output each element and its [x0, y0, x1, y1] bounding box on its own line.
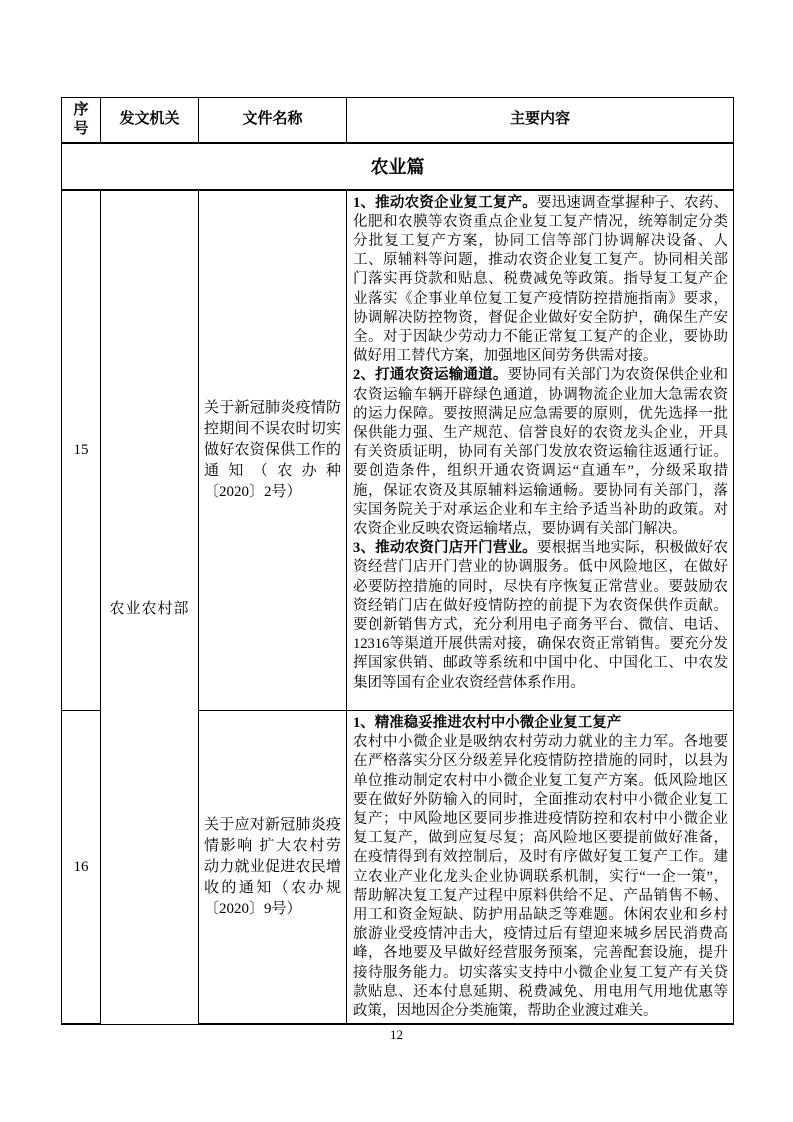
column-header-no: 序号	[62, 98, 101, 143]
paragraph-body: 要根据当地实际，积极做好农资经营门店开门营业的协调服务。低中风险地区，在做好必要防控措施的同时，尽快有序恢复正常营业。要鼓励农资经销门店在做好疫情防控的前提下为农资保供作贡献。要创新销售方式，充分利用电子商务平台、微信、电话、12316等渠道开展供需对接，确保农资正常销售。要充分发挥国家供销、邮政等系统和中国中化、中国化工、中农发集团等国有企业农资经营体系作用。	[353, 540, 729, 691]
table-row	[62, 190, 734, 711]
paragraph-lead: 3、推动农资门店开门营业。	[353, 540, 537, 557]
section-row	[62, 143, 734, 190]
main-content-cell	[347, 711, 734, 1025]
column-header-main-content: 主要内容	[347, 98, 734, 143]
section-title: 农业篇	[62, 143, 734, 190]
content-paragraph	[353, 366, 728, 539]
doc-name-cell: 关于新冠肺炎疫情防控期间不误农时切实做好农资保供工作的通知（农办种〔2020〕2号）	[199, 190, 347, 711]
agency-cell: 农业农村部	[101, 190, 199, 1025]
column-header-agency: 发文机关	[101, 98, 199, 143]
content-paragraph	[353, 714, 728, 1021]
paragraph-body: 要迅速调查掌握种子、农药、化肥和农膜等农资重点企业复工复产情况，统筹制定分类分批复工复产方案，协同工信等部门协调解决设备、人工、原辅料等问题，推动农资企业复工复产。协同相关部门落实再贷款和贴息、税费减免等政策。指导复工复产企业落实《企事业单位复工复产疫情防控措施指南》要求，协调解决防控物资，督促企业做好安全防护，确保生产安全。对于因缺少劳动力不能正常复工复产的企业，要协助做好用工替代方案，加强地区间劳务供需对接。	[353, 194, 729, 365]
doc-name-cell: 关于应对新冠肺炎疫情影响 扩大农村劳动力就业促进农民增收的通知（农办规〔2020〕9号）	[199, 711, 347, 1025]
main-content-cell	[347, 190, 734, 711]
row-number: 16	[62, 711, 101, 1025]
page-number: 12	[390, 1027, 403, 1042]
row-number: 15	[62, 190, 101, 711]
paragraph-body: 要协同有关部门为农资保供企业和农资运输车辆开辟绿色通道，协调物流企业加大急需农资的运力保障。要按照满足应急需要的原则，优先选择一批保供能力强、生产规范、信誉良好的农资龙头企业，开具有关资质证明，协同有关部门发放农资运输往返通行证。要创造条件，组织开通农资调运“直通车”，分级采取措施，保证农资及其原辅料运输通畅。要协同有关部门，落实国务院关于对承运企业和车主给予适当补助的政策。对农资企业反映农资运输堵点，要协调有关部门解决。	[353, 367, 729, 537]
paragraph-lead: 1、精准稳妥推进农村中小微企业复工复产	[353, 715, 622, 731]
column-header-doc-name: 文件名称	[199, 98, 347, 143]
content-paragraph	[353, 194, 728, 367]
paragraph-body: 农村中小微企业是吸纳农村劳动力就业的主力军。各地要在严格落实分区分级差异化疫情防控措施的同时，以县为单位推动制定农村中小微企业复工复产方案。低风险地区要在做好外防输入的同时，全面推动农村中小微企业复工复产；中风险地区要同步推进疫情防控和农村中小微企业复工复产，做到应复尽复；高风险地区要提前做好准备，在疫情得到有效控制后，及时有序做好复工复产工作。建立农业产业化龙头企业协调联系机制，实行“一企一策”，帮助解决复工复产过程中原料供给不足、产品销售不畅、用工和资金短缺、防护用品缺乏等难题。休闲农业和乡村旅游业受疫情冲击大，疫情过后有望迎来城乡居民消费高峰，各地要及早做好经营服务预案，完善配套设施，提升接待服务能力。切实落实支持中小微企业复工复产有关贷款贴息、还本付息延期、税费减免、用电用气用地优惠等政策，因地因企分类施策，帮助企业渡过难关。	[353, 734, 728, 1020]
paragraph-lead: 2、打通农资运输通道。	[353, 367, 508, 384]
paragraph-lead: 1、推动农资企业复工复产。	[353, 194, 537, 211]
content-paragraph	[353, 539, 728, 693]
table-header-row	[62, 98, 734, 143]
policy-table	[61, 97, 734, 1025]
